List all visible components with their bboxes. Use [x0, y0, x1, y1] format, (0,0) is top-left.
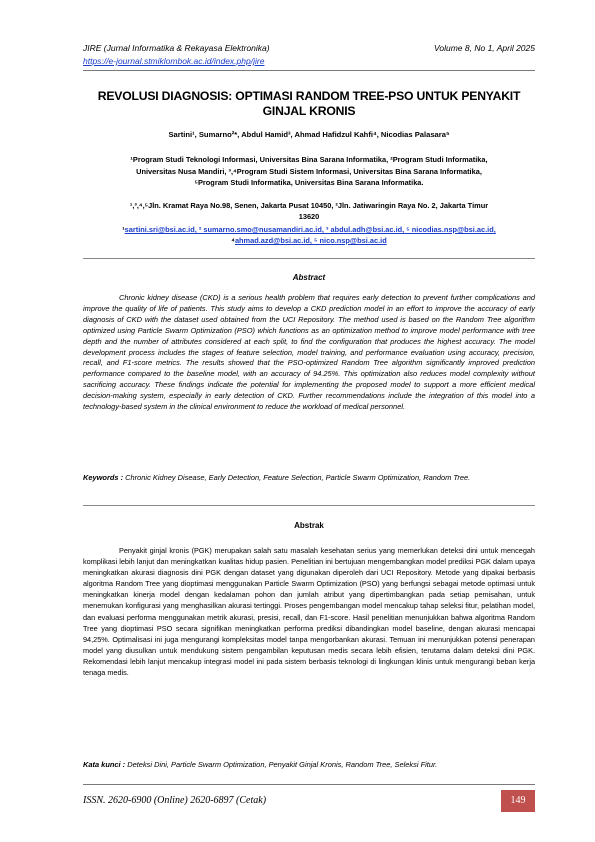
abstract-heading: Abstract — [292, 273, 326, 282]
address-line: ¹,³,⁴,⁵Jln. Kramat Raya No.98, Senen, Jakarta Pusat 10450, ²Jln. Jatiwaringin Raya No. 2, Jakarta Timur — [129, 201, 489, 210]
affiliation-line: ⁵Program Studi Informatika, Universitas Bina Sarana Informatika. — [194, 178, 424, 187]
addresses — [83, 200, 535, 222]
header-divider — [83, 70, 535, 71]
paper-title: REVOLUSI DIAGNOSIS: OPTIMASI RANDOM TREE-PSO UNTUK PENYAKIT GINJAL KRONIS — [97, 89, 521, 118]
volume-info: Volume 8, No 1, April 2025 — [434, 43, 535, 53]
address-line: 13620 — [298, 212, 320, 221]
email-links[interactable]: ahmad.azd@bsi.ac.id, ⁵ nico.nsp@bsi.ac.id — [234, 236, 387, 245]
author-list: Sartini¹, Sumarno²*, Abdul Hamid³, Ahmad Hafidzul Kahfi⁴, Nicodias Palasara⁵ — [168, 130, 450, 139]
abstrak-top-rule — [83, 505, 535, 506]
email-links[interactable]: sartini.sri@bsi.ac.id, ² sumarno.smo@nusamandiri.ac.id, ³ abdul.adh@bsi.ac.id, ⁵ nicodias.nsp@bsi.ac.id, — [124, 225, 496, 234]
footer-divider — [83, 784, 535, 785]
email-prefix: ⁴ — [231, 236, 235, 245]
affiliation-line: Universitas Nusa Mandiri, ³,⁴Program Studi Sistem Informasi, Universitas Bina Sarana Informatika, — [136, 166, 482, 176]
keywords-list: Chronic Kidney Disease, Early Detection, Feature Selection, Particle Swarm Optimization, Random Tree. — [125, 473, 471, 482]
abstrak-heading: Abstrak — [294, 521, 324, 530]
affiliations — [83, 154, 535, 189]
journal-url-link[interactable]: https://e-journal.stmiklombok.ac.id/index.php/jire — [83, 56, 265, 66]
email-prefix: ¹ — [122, 225, 125, 234]
keywords-label: Keywords : — [83, 473, 124, 482]
abstract-text: Chronic kidney disease (CKD) is a serious health problem that requires early detection to prevent further complications and improve the quality of life of patients. This study aims to develop a CKD prediction model in an effort to improve the accuracy of early diagnosis of CKD with the dataset used obtained from the UCI Repository. The method used is based on the Random Tree algorithm optimized using Particle Swarm Optimization (PSO) which functions as an optimization method to improve model performance with tree depth and the number of attributes considered at each split, to find the configuration that produces the highest accuracy. The model development process includes the stages of feature selection, model training, and performance evaluation using accuracy, precision, recall, and F1-score metrics. The results showed that the PSO-optimized Random Tree algorithm significantly improved prediction performance compared to the baseline model, with an accuracy of 94.25%. This optimization also reduces model complexity without sacrificing accuracy. These findings indicate the potential for implementing the proposed model to support a more efficient medical decision-making system, especially in early detection of CKD. Further recommendations include the integration of this model into a technology-based system in the clinical environment to reduce the workload of medical personnel. — [83, 293, 535, 412]
affiliation-line: ¹Program Studi Teknologi Informasi, Universitas Bina Sarana Informatika, ²Program Studi Informatika, — [130, 155, 488, 164]
issn-footer: ISSN. 2620-6900 (Online) 2620-6897 (Cetak) — [83, 795, 267, 806]
emails — [83, 224, 535, 246]
keywords — [83, 473, 535, 484]
kata-kunci-label: Kata kunci : — [83, 760, 126, 769]
journal-name: JIRE (Jurnal Informatika & Rekayasa Elektronika) — [83, 43, 270, 53]
page-number-badge: 149 — [501, 790, 535, 812]
kata-kunci — [83, 760, 535, 769]
abstrak-text: Penyakit ginjal kronis (PGK) merupakan salah satu masalah kesehatan serius yang memerlukan deteksi dini untuk mencegah komplikasi lebih lanjut dan meningkatkan kualitas hidup pasien. Penelitian ini bertujuan mengembangkan model prediksi PGK dalam upaya meningkatkan akurasi diagnosis dini PGK dengan dataset yang digunakan diperoleh dari UCI Repository. Metode yang dipakai berbasis algoritma Random Tree yang dioptimasi menggunakan Particle Swarm Optimization (PSO) yang berfungsi sebagai metode optimasi untuk meningkatkan kinerja model dengan kedalaman pohon dan jumlah atribut yang dipertimbangkan pada setiap pemisahan, untuk menemukan konfigurasi yang menghasilkan akurasi tertinggi. Proses pengembangan model mencakup tahap seleksi fitur, pelatihan model, dan evaluasi performa menggunakan metrik akurasi, presisi, recall, dan F1-score. Hasil penelitian menunjukkan bahwa algoritma Random Tree yang dioptimasi PSO secara signifikan meningkatkan performa prediksi dibandingkan model baseline, dengan akurasi mencapai 94,25%. Optimalisasi ini juga mengurangi kompleksitas model tanpa mengorbankan akurasi. Temuan ini menunjukkan potensi penerapan model yang diusulkan untuk mendukung sistem pengambilan keputusan medis secara lebih efisien, terutama dalam deteksi dini PGK. Rekomendasi lebih lanjut mencakup integrasi model ini pada sistem berbasis teknologi di lingkungan klinis untuk mengurangi beban kerja tenaga medis. — [83, 546, 535, 678]
abstract-top-rule — [83, 258, 535, 259]
kata-kunci-list: Deteksi Dini, Particle Swarm Optimization, Penyakit Ginjal Kronis, Random Tree, Seleksi Fitur. — [127, 760, 438, 769]
